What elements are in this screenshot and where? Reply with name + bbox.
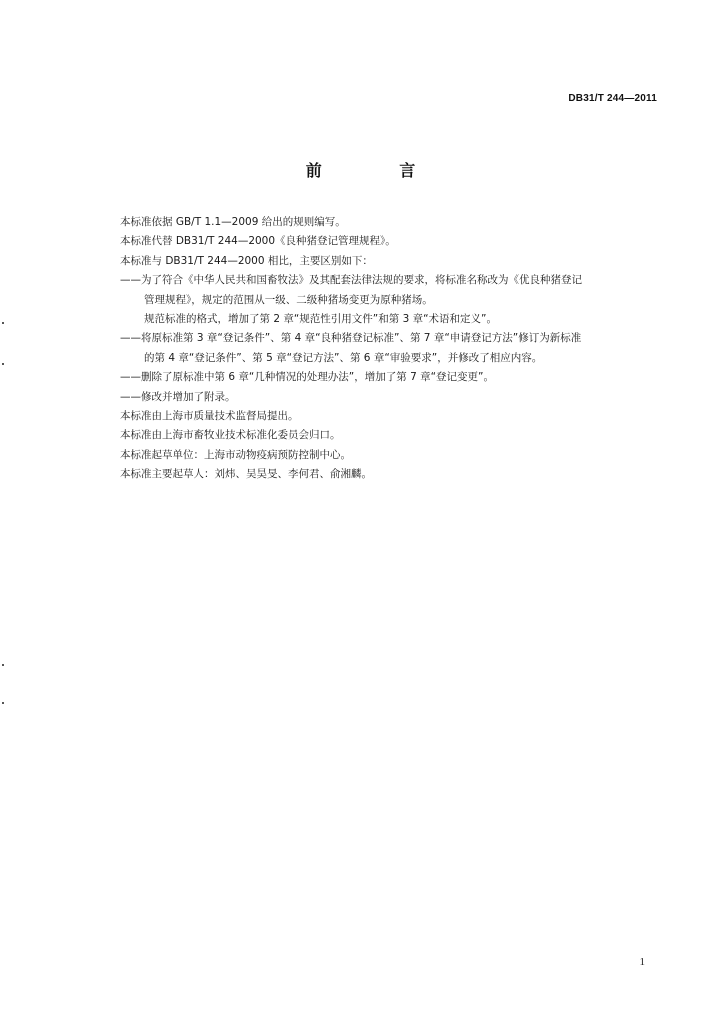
paragraph: 本标准代替 DB31/T 244—2000《良种猪登记管理规程》。 <box>120 235 396 248</box>
list-item-continuation: 的第 4 章“登记条件”、第 5 章“登记方法”、第 6 章“审验要求”，并修改了相应内容。 <box>144 351 543 364</box>
paragraph: 本标准与 DB31/T 244—2000 相比，主要区别如下： <box>120 254 373 267</box>
section-title: 前 言 <box>305 161 452 180</box>
scan-mark <box>2 664 4 666</box>
paragraph: 本标准由上海市质量技术监督局提出。 <box>120 410 299 423</box>
page-number: 1 <box>639 956 645 968</box>
scan-mark <box>2 322 4 324</box>
foreword-body <box>120 213 660 485</box>
paragraph: 本标准依据 GB/T 1.1—2009 给出的规则编写。 <box>120 216 346 228</box>
list-item: ——为了符合《中华人民共和国畜牧法》及其配套法律法规的要求，将标准名称改为《优良种猪登记 <box>120 274 582 287</box>
paragraph: 本标准由上海市畜牧业技术标准化委员会归口。 <box>120 429 341 442</box>
list-item: ——将原标准第 3 章“登记条件”、第 4 章“良种猪登记标准”、第 7 章“申请登记方法”修订为新标准 <box>120 332 582 345</box>
list-item-continuation: 管理规程》，规定的范围从一级、二级种猪场变更为原种猪场。 <box>144 293 433 306</box>
list-item-continuation: 规范标准的格式，增加了第 2 章“规范性引用文件”和第 3 章“术语和定义”。 <box>144 313 497 326</box>
document-code: DB31/T 244—2011 <box>568 93 657 104</box>
scan-mark <box>2 363 4 365</box>
paragraph: 本标准主要起草人：刘炜、吴昊旻、李何君、俞湘麟。 <box>120 468 372 481</box>
paragraph: 本标准起草单位：上海市动物疫病预防控制中心。 <box>120 448 351 461</box>
list-item: ——删除了原标准中第 6 章“几种情况的处理办法”，增加了第 7 章“登记变更”。 <box>120 371 494 384</box>
list-item: ——修改并增加了附录。 <box>120 390 236 403</box>
scan-mark <box>2 702 4 704</box>
